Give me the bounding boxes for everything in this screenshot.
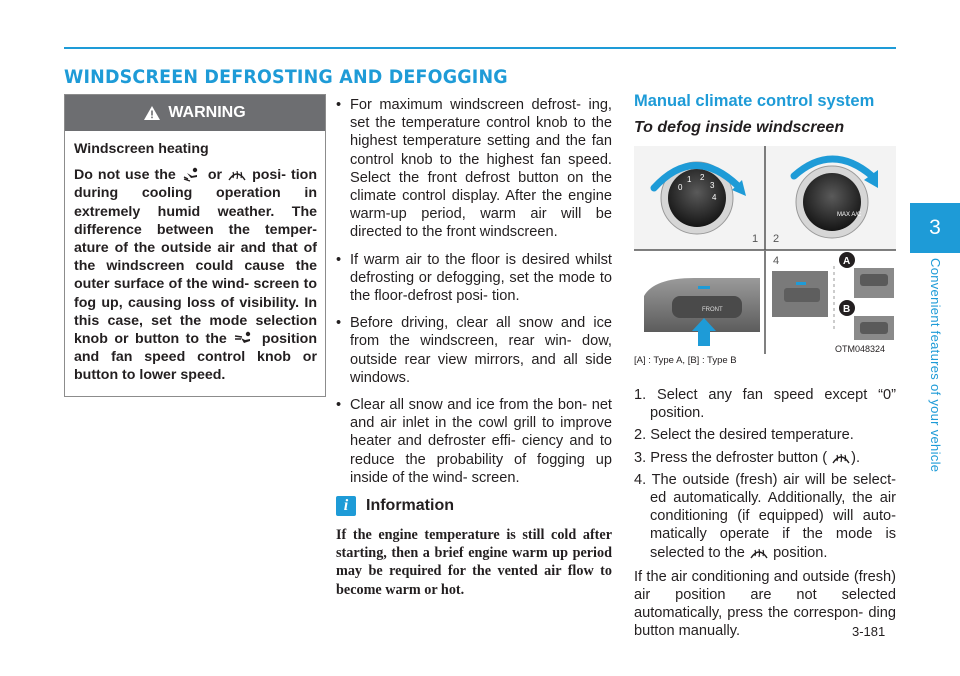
right-column: [634, 92, 896, 641]
information-text: If the engine temperature is still cold after starting, then a brief engine warm up period may be required for the vented air flow to become warm or hot.: [336, 527, 612, 598]
tip-item: • Clear all snow and ice from the bon- net and air inlet in the cowl grill to improve heater and defroster effi- ciency and to reduce the probability of fogging up inside of the wind- screen.: [336, 396, 612, 487]
step-item: [634, 449, 896, 467]
step-3-text: 3. Press the defroster button (: [634, 449, 828, 466]
information-icon: i: [336, 496, 356, 516]
warning-text-3: posi- tion during cooling operation in extremely humid weather. The difference between the temper- ature of the outside air and that of the windscreen could cause the outer surface of the wind- screen to fog up, causing loss of visibility. In this case, set the mode selection knob or button to the: [74, 167, 317, 348]
step-4-text: 4. The outside (fresh) air will be select- ed automatically. Additionally, the air conditioning (if equipped) will auto- matically operate if the mode is selected to the: [634, 471, 896, 561]
warning-text: [74, 166, 317, 384]
front-button-label: FRONT: [702, 307, 723, 313]
closing-paragraph: If the air conditioning and outside (fresh) air position are not selected automatically, press the correspon- ding button manually.: [634, 568, 896, 640]
floor-mode-icon: [181, 167, 203, 183]
step-4-end: position.: [773, 544, 828, 561]
step-item: 2. Select the desired temperature.: [634, 427, 854, 444]
warning-text-2: or: [207, 167, 223, 184]
manual-subheading: To defog inside windscreen: [634, 119, 845, 136]
section-title: WINDSCREEN DEFROSTING AND DEFOGGING: [64, 66, 508, 88]
panel-label: 1: [752, 233, 759, 245]
type-a-label: A: [843, 256, 851, 267]
defrost-icon: [831, 450, 851, 466]
dial-number: 3: [710, 181, 715, 190]
warning-header: [65, 95, 325, 131]
warning-text-4: position and fan speed control knob or button to lower speed.: [74, 331, 317, 384]
defrost-icon: [749, 545, 769, 561]
chapter-side-title: [928, 258, 945, 498]
chapter-title: Convenient features of your vehicle: [928, 258, 943, 473]
dial-max-label: MAX A/C: [837, 212, 862, 218]
warning-box: [64, 94, 326, 397]
warning-body: [65, 131, 325, 385]
figure-illustration: [634, 146, 896, 354]
figure-code: OTM048324: [835, 344, 886, 354]
step-item: [634, 471, 896, 562]
tip-item: • For maximum windscreen defrost- ing, set the temperature control knob to the highest temperature setting and the fan control knob to the highest fan speed. Select the front defrost button on the climate control display. After the engine warm-up period, warm air will be directed to the front windscreen.: [336, 96, 612, 242]
middle-column: [336, 96, 612, 599]
tips-list: [336, 96, 612, 487]
warning-text-1: Do not use the: [74, 167, 176, 184]
dial-number: 4: [712, 193, 717, 202]
dial-number: 0: [678, 183, 683, 192]
dial-number: 2: [700, 173, 705, 182]
climate-control-figure: [634, 145, 896, 353]
chapter-tab: 3: [910, 203, 960, 253]
page-number: 3-181: [852, 624, 886, 639]
defog-steps: [634, 386, 896, 641]
tip-item: • Before driving, clear all snow and ice from the windscreen, rear win- dow, outside rear view mirrors, and all side windows.: [336, 314, 612, 387]
figure-caption: [A] : Type A, [B] : Type B: [634, 355, 737, 366]
tip-item: • If warm air to the floor is desired whilst defrosting or defogging, set the mode to the floor-defrost posi- tion.: [336, 251, 612, 306]
panel-label: 2: [773, 233, 780, 245]
panel-label: 4: [773, 255, 780, 267]
top-rule: [64, 47, 896, 49]
warning-triangle-icon: [144, 106, 160, 120]
information-title: Information: [366, 496, 454, 514]
face-mode-icon: [233, 331, 255, 347]
warning-subtitle: Windscreen heating: [74, 141, 209, 157]
information-header: [336, 496, 612, 516]
dial-number: 1: [687, 175, 692, 184]
manual-heading: Manual climate control system: [634, 92, 875, 110]
defrost-icon: [227, 167, 247, 183]
step-3-end: ).: [851, 449, 861, 466]
type-b-label: B: [843, 304, 851, 315]
warning-label: WARNING: [168, 104, 246, 121]
step-item: 1. Select any fan speed except “0” position.: [634, 387, 896, 422]
